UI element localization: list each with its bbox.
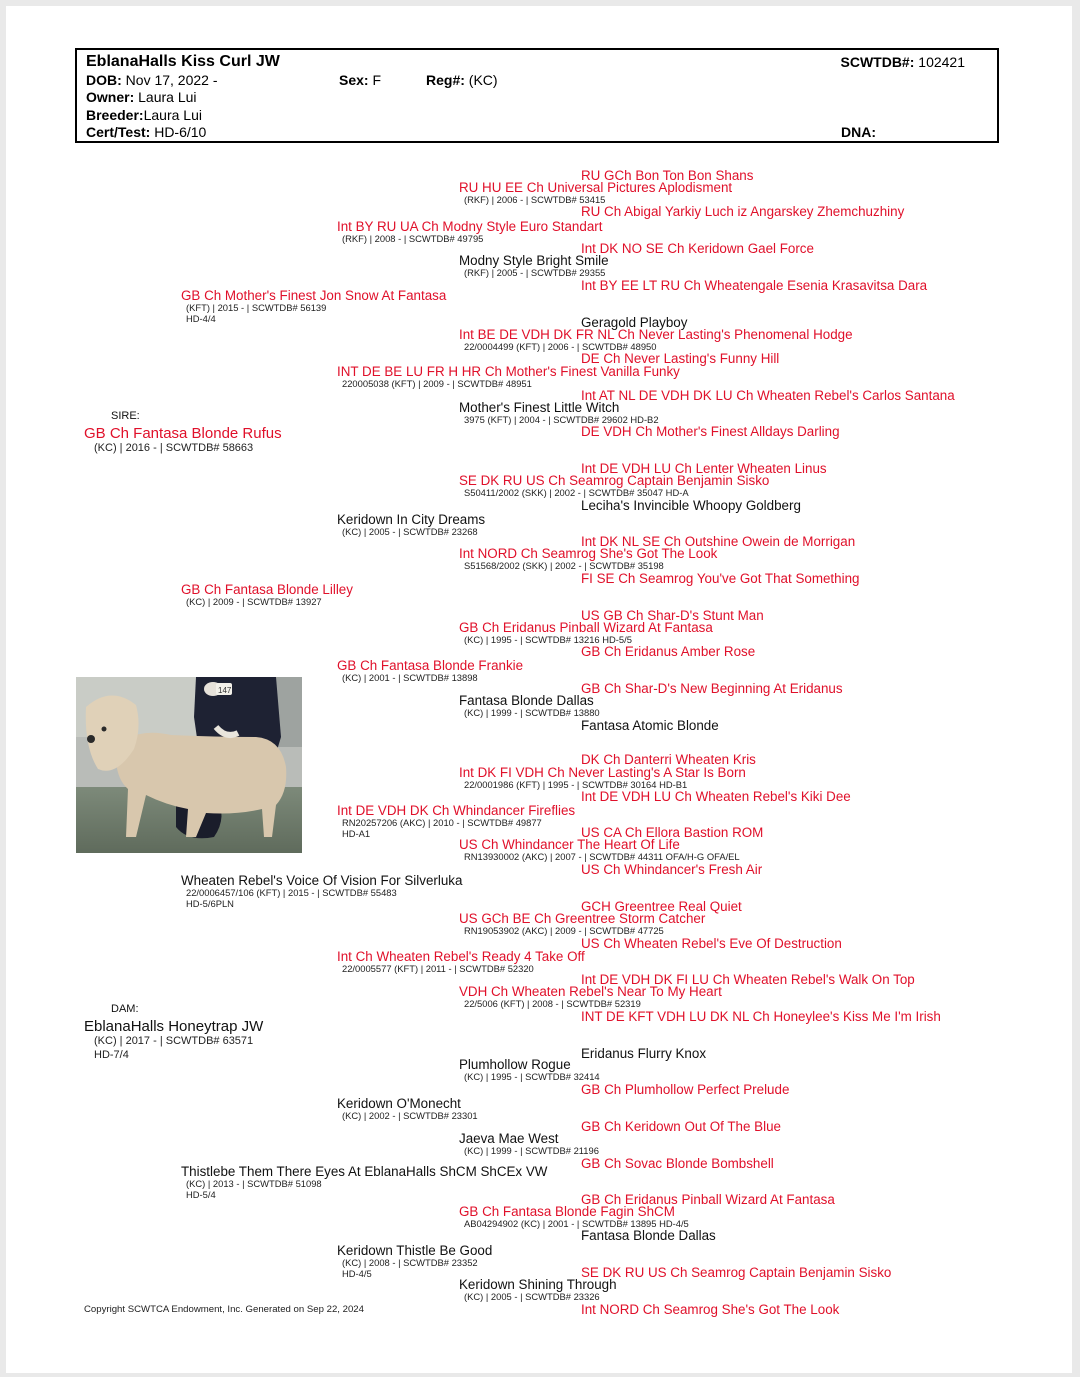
dog-name-label: Keridown O'Monecht bbox=[337, 1096, 461, 1111]
registration-info: S50411/2002 (SKK) | 2002 - | SCWTDB# 35047 HD-A bbox=[464, 487, 689, 499]
dog-name-label: DE Ch Never Lasting's Funny Hill bbox=[581, 351, 780, 366]
pedigree-entry bbox=[459, 474, 769, 498]
pedigree-entry bbox=[581, 279, 927, 292]
registration-info: 22/0004499 (KFT) | 2006 - | SCWTDB# 48950 bbox=[464, 341, 657, 353]
registration-info: (KC) | 1999 - | SCWTDB# 21196 bbox=[464, 1145, 599, 1157]
dog-name: EblanaHalls Kiss Curl JW bbox=[86, 53, 280, 70]
reg-field: Reg#: (KC) bbox=[426, 72, 498, 88]
pedigree-entry bbox=[581, 863, 762, 876]
dog-name-label: RU GCh Bon Ton Bon Shans bbox=[581, 168, 754, 183]
scwtdb-number: SCWTDB#: 102421 bbox=[840, 54, 965, 70]
dog-name-label: Int NORD Ch Seamrog She's Got The Look bbox=[459, 546, 718, 561]
dog-name-label: Geragold Playboy bbox=[581, 315, 688, 330]
pedigree-entry bbox=[459, 1205, 689, 1229]
sire-label: SIRE: bbox=[111, 410, 140, 422]
registration-info: (KC) | 2008 - | SCWTDB# 23352 bbox=[342, 1257, 478, 1269]
dog-name-label: DK Ch Danterri Wheaten Kris bbox=[581, 752, 756, 767]
registration-info: (KC) | 2001 - | SCWTDB# 13898 bbox=[342, 672, 478, 684]
pedigree-entry bbox=[181, 1165, 547, 1200]
pedigree-entry bbox=[581, 1120, 781, 1133]
registration-info: 22/5006 (KFT) | 2008 - | SCWTDB# 52319 bbox=[464, 998, 641, 1010]
dog-name-label: Thistlebe Them There Eyes At EblanaHalls ShCM ShCEx VW bbox=[181, 1164, 548, 1179]
pedigree-entry bbox=[459, 328, 853, 352]
pedigree-entry bbox=[459, 912, 705, 936]
pedigree-entry bbox=[459, 694, 600, 718]
pedigree-entry bbox=[581, 572, 859, 585]
dog-name-label: Int DE VDH LU Ch Wheaten Rebel's Kiki Dee bbox=[581, 789, 851, 804]
dog-name-label: Fantasa Atomic Blonde bbox=[581, 718, 719, 733]
pedigree-entry bbox=[581, 1229, 716, 1242]
dog-name-label: GB Ch Fantasa Blonde Rufus bbox=[84, 425, 282, 442]
dog-name-label: US Ch Whindancer The Heart Of Life bbox=[459, 837, 680, 852]
registration-info: HD-5/6PLN bbox=[186, 898, 234, 910]
dog-name-label: Fantasa Blonde Dallas bbox=[459, 693, 594, 708]
dog-name-label: GB Ch Sovac Blonde Bombshell bbox=[581, 1156, 774, 1171]
pedigree-entry bbox=[459, 254, 609, 278]
dog-name-label: RU HU EE Ch Universal Pictures Aplodisment bbox=[459, 180, 733, 195]
dog-name-label: Jaeva Mae West bbox=[459, 1131, 559, 1146]
dog-name-label: VDH Ch Wheaten Rebel's Near To My Heart bbox=[459, 984, 722, 999]
pedigree-entry bbox=[581, 425, 840, 438]
registration-info: HD-4/4 bbox=[186, 313, 216, 325]
registration-info: AB04294902 (KC) | 2001 - | SCWTDB# 13895 HD-4/5 bbox=[464, 1218, 689, 1230]
pedigree-entry bbox=[459, 181, 732, 205]
registration-info: (RKF) | 2006 - | SCWTDB# 53415 bbox=[464, 194, 606, 206]
pedigree-entry bbox=[459, 1058, 600, 1082]
pedigree-entry bbox=[337, 804, 575, 839]
dog-name-label: US Ch Wheaten Rebel's Eve Of Destruction bbox=[581, 936, 842, 951]
pedigree-entry bbox=[337, 950, 585, 974]
dog-info-header bbox=[75, 48, 999, 143]
pedigree-entry bbox=[581, 242, 814, 255]
dog-name-label: Fantasa Blonde Dallas bbox=[581, 1228, 716, 1243]
pedigree-entry bbox=[459, 766, 746, 790]
pedigree-entry bbox=[181, 583, 353, 607]
dog-photo-image bbox=[76, 677, 302, 853]
registration-info: RN13930002 (AKC) | 2007 - | SCWTDB# 44311 OFA/H-G OFA/EL bbox=[464, 851, 740, 863]
dog-name-label: Int DE VDH DK FI LU Ch Wheaten Rebel's Walk On Top bbox=[581, 972, 915, 987]
dog-name-label: Int DK FI VDH Ch Never Lasting's A Star Is Born bbox=[459, 765, 746, 780]
dna-field: DNA: bbox=[841, 124, 876, 140]
dog-name-label: GB Ch Keridown Out Of The Blue bbox=[581, 1119, 781, 1134]
pedigree-entry bbox=[581, 1083, 789, 1096]
pedigree-entry bbox=[459, 838, 740, 862]
pedigree-entry bbox=[337, 659, 523, 683]
registration-info: (RKF) | 2008 - | SCWTDB# 49795 bbox=[342, 233, 484, 245]
pedigree-entry bbox=[181, 289, 446, 324]
dog-name-label: Int BY EE LT RU Ch Wheatengale Esenia Krasavitsa Dara bbox=[581, 278, 928, 293]
pedigree-entry bbox=[459, 1278, 617, 1302]
dog-name-label: GB Ch Eridanus Pinball Wizard At Fantasa bbox=[581, 1192, 835, 1207]
dog-name-label: Int Ch Wheaten Rebel's Ready 4 Take Off bbox=[337, 949, 585, 964]
registration-info: (KC) | 1995 - | SCWTDB# 13216 HD-5/5 bbox=[464, 634, 632, 646]
dog-name-label: Keridown In City Dreams bbox=[337, 512, 486, 527]
dog-name-label: Keridown Thistle Be Good bbox=[337, 1243, 493, 1258]
registration-info: 22/0006457/106 (KFT) | 2015 - | SCWTDB# 55483 bbox=[186, 887, 397, 899]
registration-info: (KC) | 2009 - | SCWTDB# 13927 bbox=[186, 596, 322, 608]
pedigree-entry bbox=[581, 645, 755, 658]
dog-name-label: EblanaHalls Honeytrap JW bbox=[84, 1018, 264, 1035]
pedigree-entry bbox=[459, 1132, 599, 1156]
pedigree-entry bbox=[581, 205, 904, 218]
pedigree-entry bbox=[84, 1019, 263, 1061]
dog-name-label: GCH Greentree Real Quiet bbox=[581, 899, 742, 914]
dog-name-label: Int DE VDH DK Ch Whindancer Fireflies bbox=[337, 803, 576, 818]
registration-info: 22/0005577 (KFT) | 2011 - | SCWTDB# 52320 bbox=[342, 963, 534, 975]
dog-name-label: Int BE DE VDH DK FR NL Ch Never Lasting's Phenomenal Hodge bbox=[459, 327, 853, 342]
dog-name-label: INT DE KFT VDH LU DK NL Ch Honeylee's Kiss Me I'm Irish bbox=[581, 1009, 941, 1024]
dog-name-label: Int DE VDH LU Ch Lenter Wheaten Linus bbox=[581, 461, 827, 476]
pedigree-entry bbox=[337, 1097, 478, 1121]
registration-info: 220005038 (KFT) | 2009 - | SCWTDB# 48951 bbox=[342, 378, 532, 390]
sex-field: Sex: F bbox=[339, 72, 382, 88]
registration-info: (KFT) | 2015 - | SCWTDB# 56139 bbox=[186, 302, 327, 314]
dog-name-label: Keridown Shining Through bbox=[459, 1277, 617, 1292]
dog-name-label: Int NORD Ch Seamrog She's Got The Look bbox=[581, 1302, 840, 1317]
registration-info: (KC) | 2002 - | SCWTDB# 23301 bbox=[342, 1110, 478, 1122]
registration-info: HD-7/4 bbox=[94, 1048, 129, 1061]
pedigree-entry bbox=[181, 874, 462, 909]
registration-info: RN19053902 (AKC) | 2009 - | SCWTDB# 47725 bbox=[464, 925, 664, 937]
dog-name-label: GB Ch Eridanus Pinball Wizard At Fantasa bbox=[459, 620, 713, 635]
pedigree-entry bbox=[459, 401, 659, 425]
dog-name-label: Wheaten Rebel's Voice Of Vision For Silverluka bbox=[181, 873, 463, 888]
pedigree-entry bbox=[581, 790, 851, 803]
dog-photo bbox=[76, 677, 302, 853]
pedigree-entry bbox=[84, 426, 282, 455]
dog-name-label: US Ch Whindancer's Fresh Air bbox=[581, 862, 763, 877]
pedigree-entry bbox=[337, 513, 485, 537]
dog-name-label: US CA Ch Ellora Bastion ROM bbox=[581, 825, 764, 840]
dog-name-label: US GB Ch Shar-D's Stunt Man bbox=[581, 608, 764, 623]
registration-info: (KC) | 1995 - | SCWTDB# 32414 bbox=[464, 1071, 600, 1083]
pedigree-entry bbox=[459, 621, 713, 645]
pedigree-entry bbox=[337, 365, 680, 389]
registration-info: S51568/2002 (SKK) | 2002 - | SCWTDB# 35198 bbox=[464, 560, 664, 572]
dam-label: DAM: bbox=[111, 1003, 139, 1015]
pedigree-entry bbox=[581, 499, 801, 512]
exhibit-number: 147 bbox=[218, 686, 232, 695]
registration-info: RN20257206 (AKC) | 2010 - | SCWTDB# 49877 bbox=[342, 817, 542, 829]
registration-info: 22/0001986 (KFT) | 1995 - | SCWTDB# 30164 HD-B1 bbox=[464, 779, 688, 791]
pedigree-entry bbox=[581, 1266, 891, 1279]
pedigree-entry bbox=[459, 985, 722, 1009]
dog-name-label: DE VDH Ch Mother's Finest Alldays Darling bbox=[581, 424, 840, 439]
registration-info: (KC) | 2005 - | SCWTDB# 23326 bbox=[464, 1291, 600, 1303]
registration-info: (KC) | 2016 - | SCWTDB# 58663 bbox=[94, 442, 254, 454]
registration-info: (KC) | 2005 - | SCWTDB# 23268 bbox=[342, 526, 478, 538]
dog-name-label: GB Ch Eridanus Amber Rose bbox=[581, 644, 756, 659]
dog-name-label: GB Ch Fantasa Blonde Frankie bbox=[337, 658, 524, 673]
pedigree-entry bbox=[581, 1303, 839, 1316]
copyright-footer: Copyright SCWTCA Endowment, Inc. Generated on Sep 22, 2024 bbox=[84, 1304, 364, 1315]
pedigree-entry bbox=[337, 220, 602, 244]
dog-name-label: Int AT NL DE VDH DK LU Ch Wheaten Rebel's Carlos Santana bbox=[581, 388, 955, 403]
pedigree-entry bbox=[337, 1244, 492, 1279]
owner-field: Owner: Laura Lui bbox=[86, 89, 197, 105]
dog-name-label: US GCh BE Ch Greentree Storm Catcher bbox=[459, 911, 706, 926]
dob-field: DOB: Nov 17, 2022 - bbox=[86, 72, 218, 88]
dog-name-label: GB Ch Shar-D's New Beginning At Eridanus bbox=[581, 681, 843, 696]
breeder-field: Breeder:Laura Lui bbox=[86, 107, 202, 123]
registration-info: 3975 (KFT) | 2004 - | SCWTDB# 29602 HD-B2 bbox=[464, 414, 659, 426]
dog-name-label: SE DK RU US Ch Seamrog Captain Benjamin Sisko bbox=[581, 1265, 892, 1280]
dog-name-label: Int BY RU UA Ch Modny Style Euro Standart bbox=[337, 219, 603, 234]
dog-name-label: Mother's Finest Little Witch bbox=[459, 400, 620, 415]
dog-name-label: Int DK NL SE Ch Outshine Owein de Morrigan bbox=[581, 534, 856, 549]
registration-info: (KC) | 1999 - | SCWTDB# 13880 bbox=[464, 707, 600, 719]
registration-info: (KC) | 2017 - | SCWTDB# 63571 bbox=[94, 1035, 254, 1047]
cert-test-field: Cert/Test: HD-6/10 bbox=[86, 124, 207, 140]
dog-name-label: RU Ch Abigal Yarkiy Luch iz Angarskey Zhemchuzhiny bbox=[581, 204, 905, 219]
dog-name-label: Eridanus Flurry Knox bbox=[581, 1046, 707, 1061]
registration-info: HD-4/5 bbox=[342, 1268, 372, 1280]
registration-info: (KC) | 2013 - | SCWTDB# 51098 bbox=[186, 1178, 322, 1190]
dog-name-label: Int DK NO SE Ch Keridown Gael Force bbox=[581, 241, 814, 256]
pedigree-entry bbox=[581, 719, 719, 732]
pedigree-entry bbox=[581, 1010, 941, 1023]
dog-name-label: SE DK RU US Ch Seamrog Captain Benjamin Sisko bbox=[459, 473, 770, 488]
pedigree-entry bbox=[581, 682, 843, 695]
dog-name-label: Plumhollow Rogue bbox=[459, 1057, 571, 1072]
pedigree-entry bbox=[581, 1157, 774, 1170]
dog-name-label: Leciha's Invincible Whoopy Goldberg bbox=[581, 498, 801, 513]
pedigree-entry bbox=[581, 937, 842, 950]
registration-info: HD-5/4 bbox=[186, 1189, 216, 1201]
dog-name-label: Modny Style Bright Smile bbox=[459, 253, 609, 268]
dog-name-label: FI SE Ch Seamrog You've Got That Something bbox=[581, 571, 860, 586]
pedigree-entry bbox=[459, 547, 717, 571]
pedigree-entry bbox=[581, 1047, 706, 1060]
registration-info: (RKF) | 2005 - | SCWTDB# 29355 bbox=[464, 267, 606, 279]
dog-name-label: GB Ch Fantasa Blonde Fagin ShCM bbox=[459, 1204, 675, 1219]
dog-name-label: GB Ch Fantasa Blonde Lilley bbox=[181, 582, 353, 597]
registration-info: HD-A1 bbox=[342, 828, 371, 840]
dog-name-label: GB Ch Plumhollow Perfect Prelude bbox=[581, 1082, 790, 1097]
dog-name-label: GB Ch Mother's Finest Jon Snow At Fantasa bbox=[181, 288, 447, 303]
dog-name-label: INT DE BE LU FR H HR Ch Mother's Finest Vanilla Funky bbox=[337, 364, 680, 379]
